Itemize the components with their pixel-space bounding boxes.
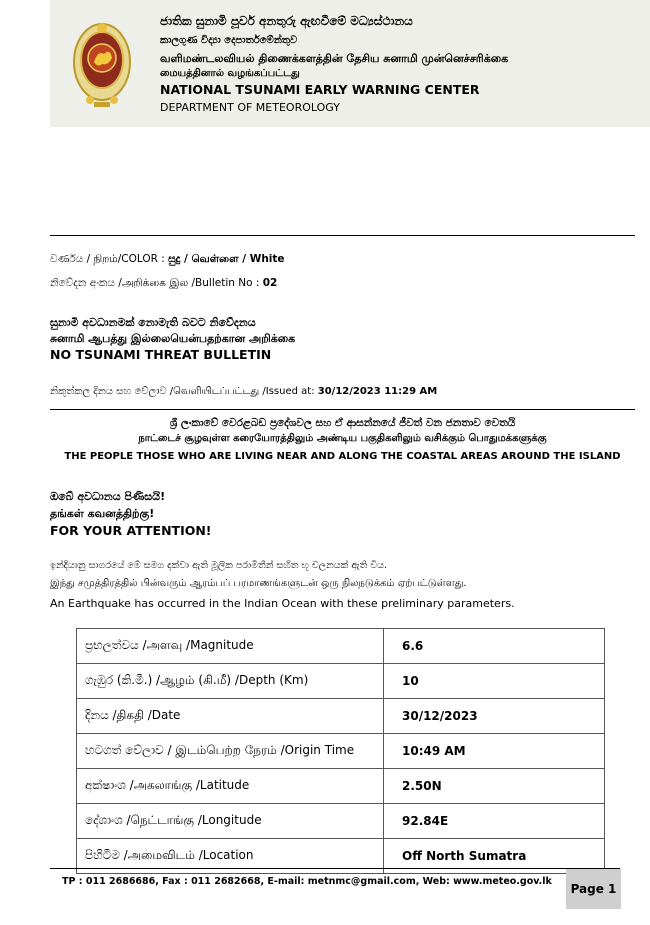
table-row	[77, 769, 605, 804]
param-value-origin-time: 10:49 AM	[384, 734, 605, 769]
table-row	[77, 629, 605, 664]
header-english-org: NATIONAL TSUNAMI EARLY WARNING CENTER	[160, 82, 480, 97]
param-label-location: පිහිටීම /அமைவிடம் /Location	[77, 839, 384, 874]
param-label-longitude: දේශාංශ /நெட்டாங்கு /Longitude	[77, 804, 384, 839]
title-sinhala: සුනාමි අවධානමක් නොමැති බවට නිවේදනය	[50, 316, 256, 329]
table-row	[77, 804, 605, 839]
sri-lanka-emblem-icon	[72, 18, 132, 110]
bulletin-row	[50, 277, 277, 290]
issued-divider	[50, 409, 635, 410]
table-row	[77, 699, 605, 734]
param-value-magnitude: 6.6	[384, 629, 605, 664]
header-tamil-org: வளிமண்டலவியல் திணைக்களத்தின் தேசிய சுனாமி முன்னெச்சரிக்கை	[160, 52, 509, 65]
table-row	[77, 734, 605, 769]
table-row	[77, 664, 605, 699]
issued-label: නිකුත්කල දිනය සහ වේලාව /வெளியிடப்பட்டது /Issued at:	[50, 386, 318, 397]
header-tamil-center: மையத்தினால் வழங்கப்பட்டது	[160, 68, 300, 79]
color-label: වර්ණය / நிறம்/COLOR :	[50, 253, 169, 265]
param-label-latitude: අක්ෂාංශ /அகலாங்கு /Latitude	[77, 769, 384, 804]
param-label-magnitude: ප්‍රභලත්වය /அளவு /Magnitude	[77, 629, 384, 664]
header-english-dept: DEPARTMENT OF METEOROLOGY	[160, 101, 340, 114]
audience-english: THE PEOPLE THOSE WHO ARE LIVING NEAR AND ALONG THE COASTAL AREAS AROUND THE ISLAND	[64, 451, 621, 462]
bulletin-value: 02	[262, 277, 278, 289]
header-sinhala-dept: කාලගුණ විද්‍යා දෙපාර්තමේන්තුව	[160, 35, 298, 46]
parameters-table	[76, 628, 605, 874]
footer-contact: TP : 011 2686686, Fax : 011 2682668, E-mail: metnmc@gmail.com, Web: www.meteo.gov.lk	[62, 876, 552, 887]
param-value-longitude: 92.84E	[384, 804, 605, 839]
param-label-date: දිනය /திகதி /Date	[77, 699, 384, 734]
audience-sinhala: ශ්‍රී ලංකාවේ වෙරළබඩ ප්‍රදේශවල සහ ඒ ආසන්නයේ ජීවත් වන ජනතාව වෙතයි	[169, 417, 516, 429]
color-value: සුදු / வெள்ளை / White	[168, 253, 285, 265]
page-number-label: Page 1	[570, 882, 617, 896]
footer-divider	[50, 868, 620, 869]
title-english: NO TSUNAMI THREAT BULLETIN	[50, 347, 272, 362]
intro-english: An Earthquake has occurred in the Indian Ocean with these preliminary parameters.	[50, 597, 515, 610]
attention-tamil: தங்கள் கவனத்திற்கு!	[50, 507, 155, 520]
color-row	[50, 253, 285, 266]
param-value-location: Off North Sumatra	[384, 839, 605, 874]
attention-english: FOR YOUR ATTENTION!	[50, 523, 212, 538]
intro-tamil: இந்து சமுத்திரத்தில் பின்வரும் ஆரம்பப் பரமாணங்களுடன் ஒரு நிலநடுக்கம் ஏற்பட்டுள்ளது.	[50, 578, 467, 589]
param-value-date: 30/12/2023	[384, 699, 605, 734]
param-value-depth: 10	[384, 664, 605, 699]
header-sinhala-org: ජාතික සුනාමි පූර්ව අනතුරු ඇඟවීමේ මධ්‍යස්ථානය	[160, 14, 413, 28]
param-label-origin-time: හටගත් වේලාව / இடம்பெற்ற நேரம் /Origin Time	[77, 734, 384, 769]
param-label-depth: ගැඹුර (කි.මී.) /ஆழம் (கி.மீ) /Depth (Km)	[77, 664, 384, 699]
issued-row	[50, 386, 437, 398]
intro-sinhala: ඉන්දියානු සාගරයේ මේ සමග දක්වා ඇති මූලික පරාමිතීන් සහිත භූ චලනයක් ඇති විය.	[50, 560, 387, 571]
header-divider	[50, 235, 635, 236]
title-tamil: சுனாமி ஆபத்து இல்லையென்பதற்கான அறிக்கை	[50, 332, 296, 345]
issued-value: 30/12/2023 11:29 AM	[317, 386, 438, 397]
audience-tamil: நாட்டைச் சூழவுள்ள கரையோரத்திலும் அண்டிய பகுதிகளிலும் வசிக்கும் பொதுமக்களுக்கு	[138, 433, 547, 444]
attention-sinhala: ඔබේ අවධානය පිණිසයි!	[50, 490, 166, 503]
page-number	[566, 869, 621, 909]
bulletin-label: නිවේදන අංකය /அறிக்கை இல /Bulletin No :	[50, 277, 263, 289]
param-value-latitude: 2.50N	[384, 769, 605, 804]
